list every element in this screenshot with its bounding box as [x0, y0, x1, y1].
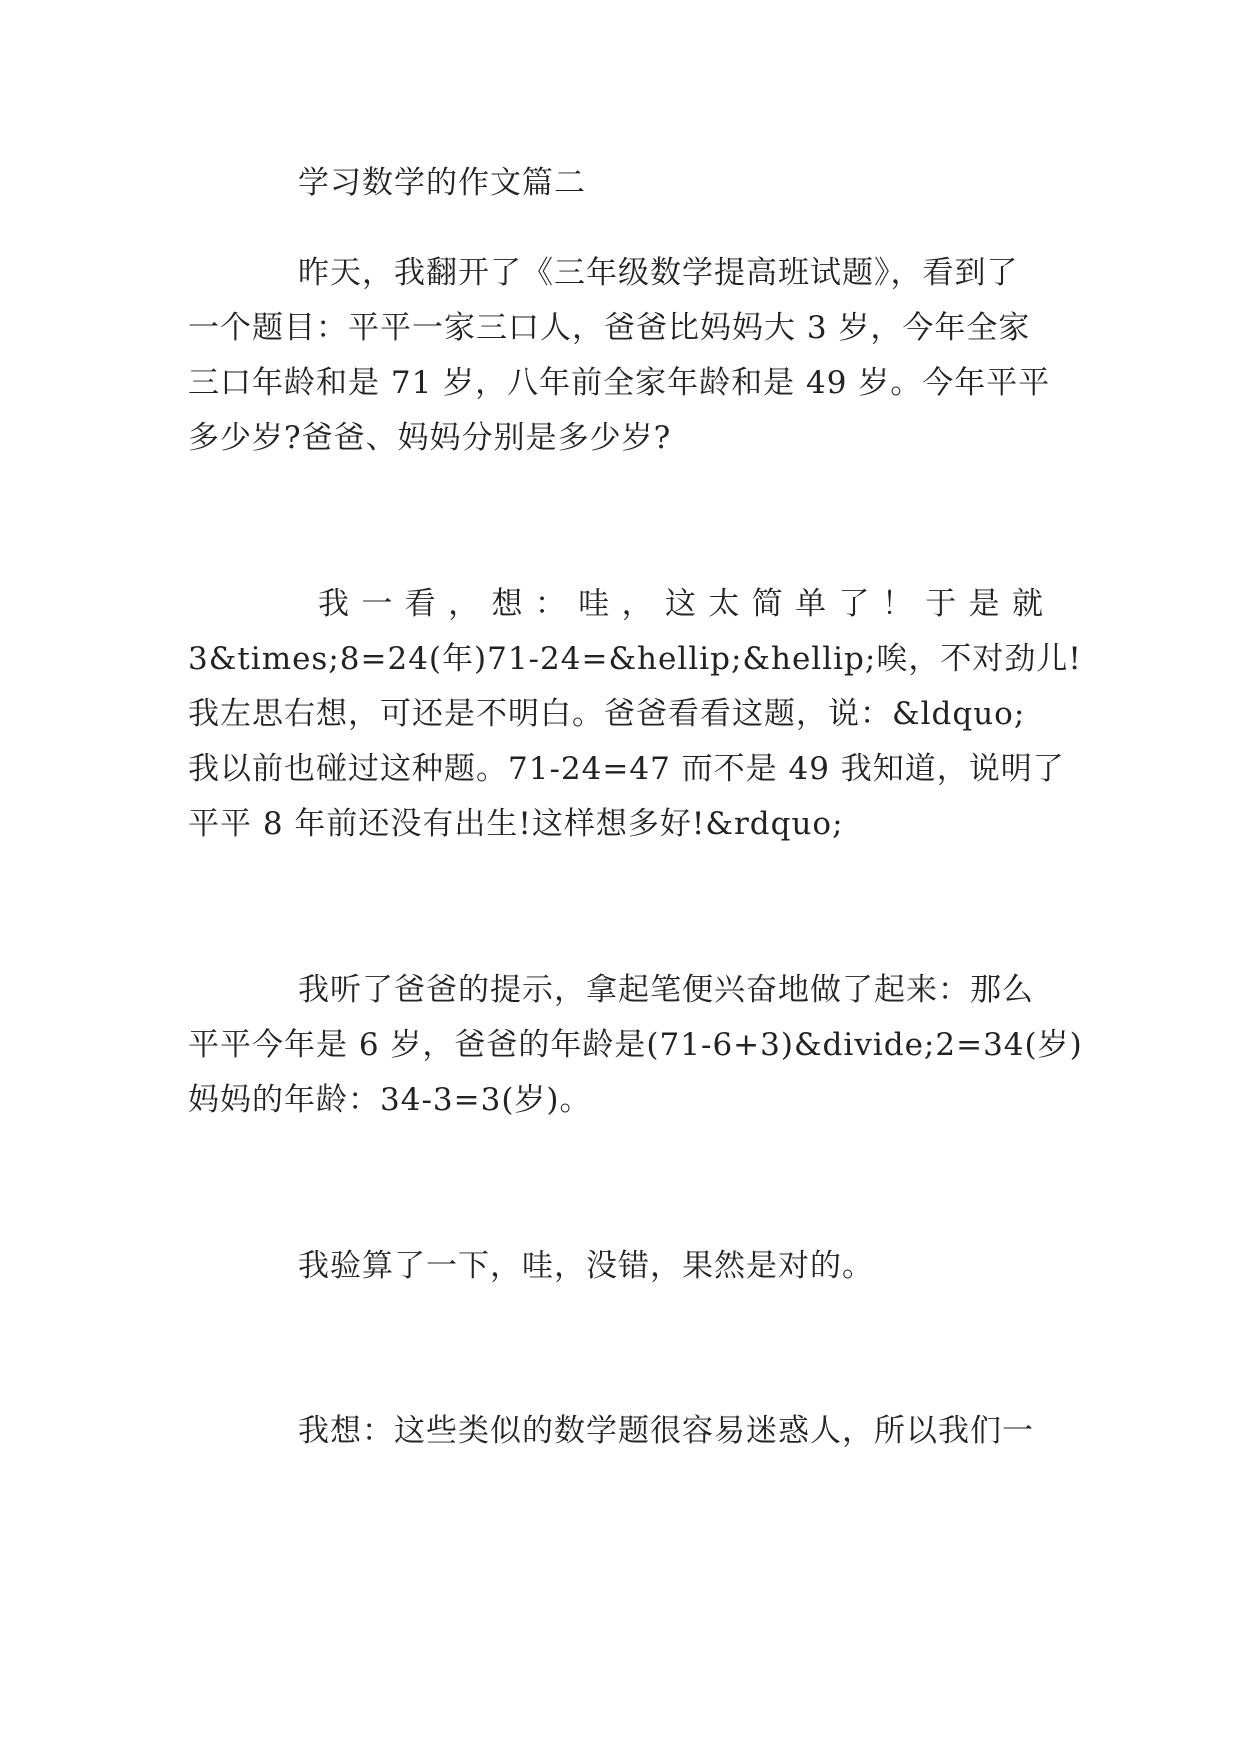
document-title: 学习数学的作文篇二 [298, 165, 586, 201]
justified-char: 这 [665, 586, 696, 622]
justified-char: 一 [361, 586, 393, 622]
justified-char: 想 [491, 586, 523, 622]
paragraph-line: 我验算了一下，哇，没错，果然是对的。 [298, 1248, 874, 1284]
paragraph-line-justified [318, 584, 1043, 624]
paragraph-line: 我左思右想，可还是不明白。爸爸看看这题，说：&ldquo; [188, 696, 1026, 732]
justified-char: 看 [404, 586, 436, 622]
justified-char: ， [621, 586, 653, 622]
justified-char: ： [534, 586, 566, 622]
paragraph-line: 平平 8 年前还没有出生!这样想多好!&rdquo; [188, 806, 844, 842]
justified-char: 太 [708, 586, 740, 622]
justified-char: ！ [881, 586, 913, 622]
paragraph-line: 三口年龄和是 71 岁，八年前全家年龄和是 49 岁。今年平平 [188, 365, 1051, 401]
justified-char: 就 [1012, 586, 1043, 622]
justified-char: 是 [968, 586, 1000, 622]
justified-char: 单 [795, 586, 827, 622]
paragraph-line: 昨天，我翻开了《三年级数学提高班试题》，看到了 [298, 255, 1019, 291]
paragraph-line: 3&times;8=24(年)71-24=&hellip;&hellip;唉，不对劲儿! [188, 641, 1082, 677]
justified-char: 于 [925, 586, 957, 622]
paragraph-line: 一个题目：平平一家三口人，爸爸比妈妈大 3 岁，今年全家 [188, 310, 1031, 346]
paragraph-line: 我听了爸爸的提示，拿起笔便兴奋地做了起来：那么 [298, 972, 1034, 1008]
paragraph-line: 我想：这些类似的数学题很容易迷惑人，所以我们一 [298, 1413, 1034, 1449]
paragraph-line: 多少岁?爸爸、妈妈分别是多少岁? [188, 420, 672, 456]
justified-char: 我 [318, 586, 349, 622]
justified-char: ， [448, 586, 480, 622]
paragraph-line: 平平今年是 6 岁，爸爸的年龄是(71-6+3)&divide;2=34(岁) [188, 1027, 1083, 1063]
justified-char: 哇 [578, 586, 610, 622]
justified-char: 了 [838, 586, 870, 622]
paragraph-line: 妈妈的年龄：34-3=3(岁)。 [188, 1082, 592, 1118]
justified-char: 简 [751, 586, 783, 622]
paragraph-line: 我以前也碰过这种题。71-24=47 而不是 49 我知道，说明了 [188, 751, 1065, 787]
